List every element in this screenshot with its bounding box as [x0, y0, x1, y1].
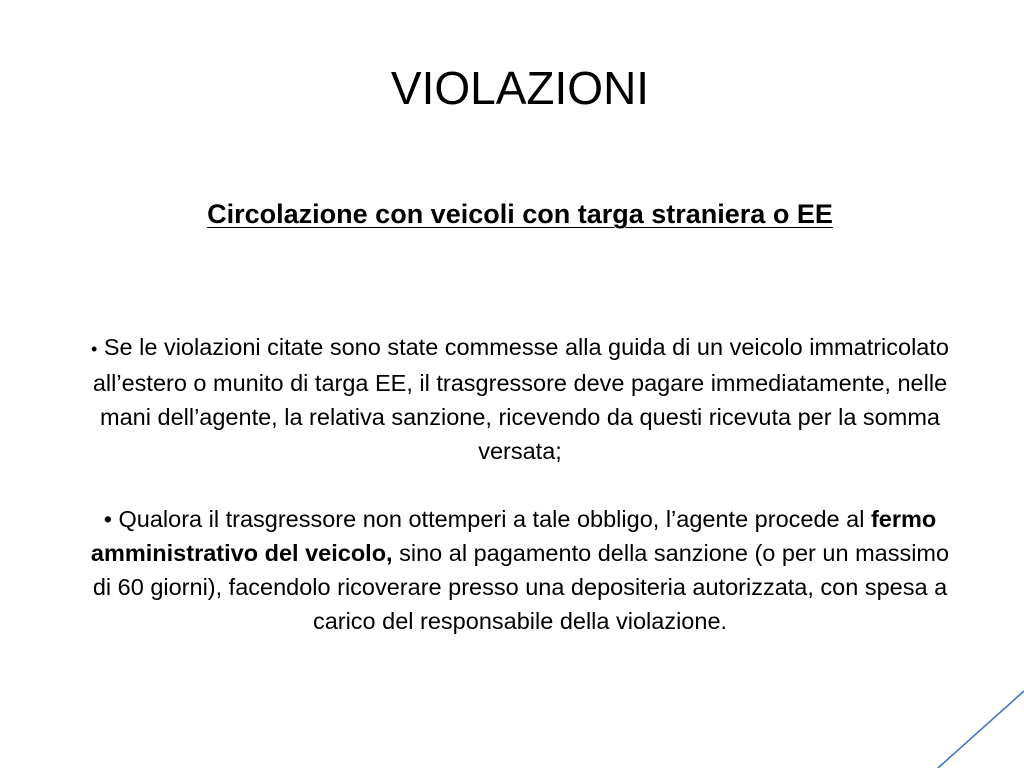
corner-decoration-line [934, 688, 1024, 768]
paragraph-foreign-plate-payment [80, 330, 960, 468]
paragraph-bold-term: fermo amministrativo del veicolo, [90, 506, 937, 566]
bullet-icon: • [91, 339, 98, 359]
slide-subtitle: Circolazione con veicoli con targa straniera o EE [207, 199, 833, 229]
corner-line-stroke [938, 691, 1024, 768]
paragraph-administrative-stop [80, 502, 960, 638]
paragraph-text-before: Qualora il trasgressore non ottemperi a tale obbligo, l’agente procede al [111, 506, 871, 532]
slide-body [80, 330, 960, 638]
paragraph-text: Se le violazioni citate sono state commesse alla guida di un veicolo immatricolato all’estero o munito di targa EE, il trasgressore deve pagare immediatamente, nelle mani dell’agente, la relativa sanzione, ricevendo da questi ricevuta per la somma versata; [92, 334, 949, 464]
bullet-icon: • [103, 506, 112, 532]
paragraph-text-after: sino al pagamento della sanzione (o per un massimo di 60 giorni), facendolo ricoverare presso una depositeria autorizzata, con spesa a carico del responsabile della violazione. [92, 540, 950, 634]
slide-title: VIOLAZIONI [390, 62, 650, 114]
